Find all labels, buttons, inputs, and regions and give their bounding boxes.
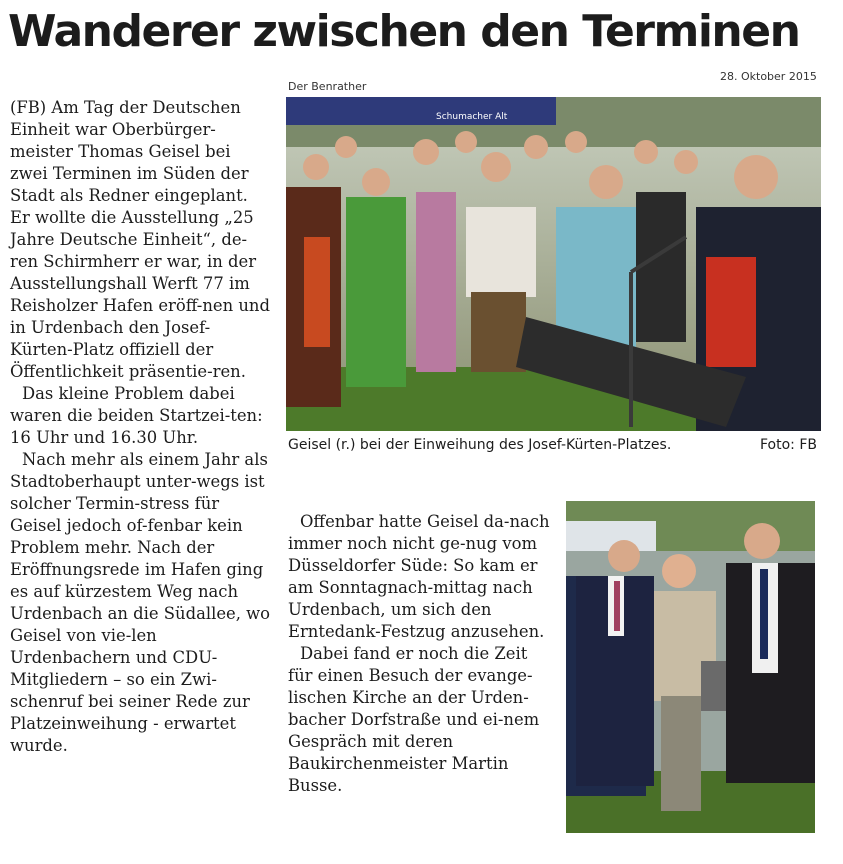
paragraph: Nach mehr als einem Jahr als Stadtoberhaupt unter-wegs ist solcher Termin-stress für Geisel jedoch of-fenbar kein Problem mehr. Nach der Eröffnungsrede im Hafen ging es auf kürzestem Weg nach Urdenbach an die Südallee, wo Geisel von vie-len Urdenbachern und CDU-Mitgliedern – so ein Zwi-schenruf bei seiner Rede zur Platzeinweihung - erwartet wurde. [10, 450, 271, 755]
crowd-photo [286, 97, 821, 431]
publication-name: Der Benrather [288, 80, 367, 93]
sign-text: Schumacher Alt [436, 112, 508, 122]
paragraph: (FB) Am Tag der Deutschen Einheit war Oberbürger-meister Thomas Geisel bei zwei Terminen im Süden der Stadt als Redner eingeplant. Er wollte die Ausstellung „25 Jahre Deutsche Einheit“, de-ren Schirmherr er war, in der Ausstellungshall Werft 77 im Reisholzer Hafen eröff-nen und in Urdenbach den Josef-Kürten-Platz offiziell der Öffentlichkeit präsentie-ren. [10, 98, 270, 381]
photo-caption: Geisel (r.) bei der Einweihung des Josef-Kürten-Platzes. [288, 437, 672, 453]
paragraph: Offenbar hatte Geisel da-nach immer noch nicht ge-nug vom Düsseldorfer Süde: So kam er am Sonntagnach-mittag nach Urdenbach, um sich den Erntedank-Festzug anzusehen. [288, 512, 550, 641]
paragraph: Dabei fand er noch die Zeit für einen Besuch der evange-lischen Kirche an der Urden-bacher Dorfstraße und ei-nem Gespräch mit deren Baukirchenmeister Martin Busse. [288, 644, 540, 795]
dateline: 28. Oktober 2015 [720, 70, 817, 83]
paragraph: Das kleine Problem dabei waren die beiden Startzei-ten: 16 Uhr und 16.30 Uhr. [10, 384, 263, 447]
photo-credit: Foto: FB [760, 437, 817, 453]
photo-group [566, 501, 815, 833]
article-column-middle [288, 511, 550, 797]
headline: Wanderer zwischen den Terminen [8, 6, 800, 57]
photo-ceremony [286, 97, 821, 431]
group-photo [566, 501, 815, 833]
article-column-left [10, 97, 272, 757]
